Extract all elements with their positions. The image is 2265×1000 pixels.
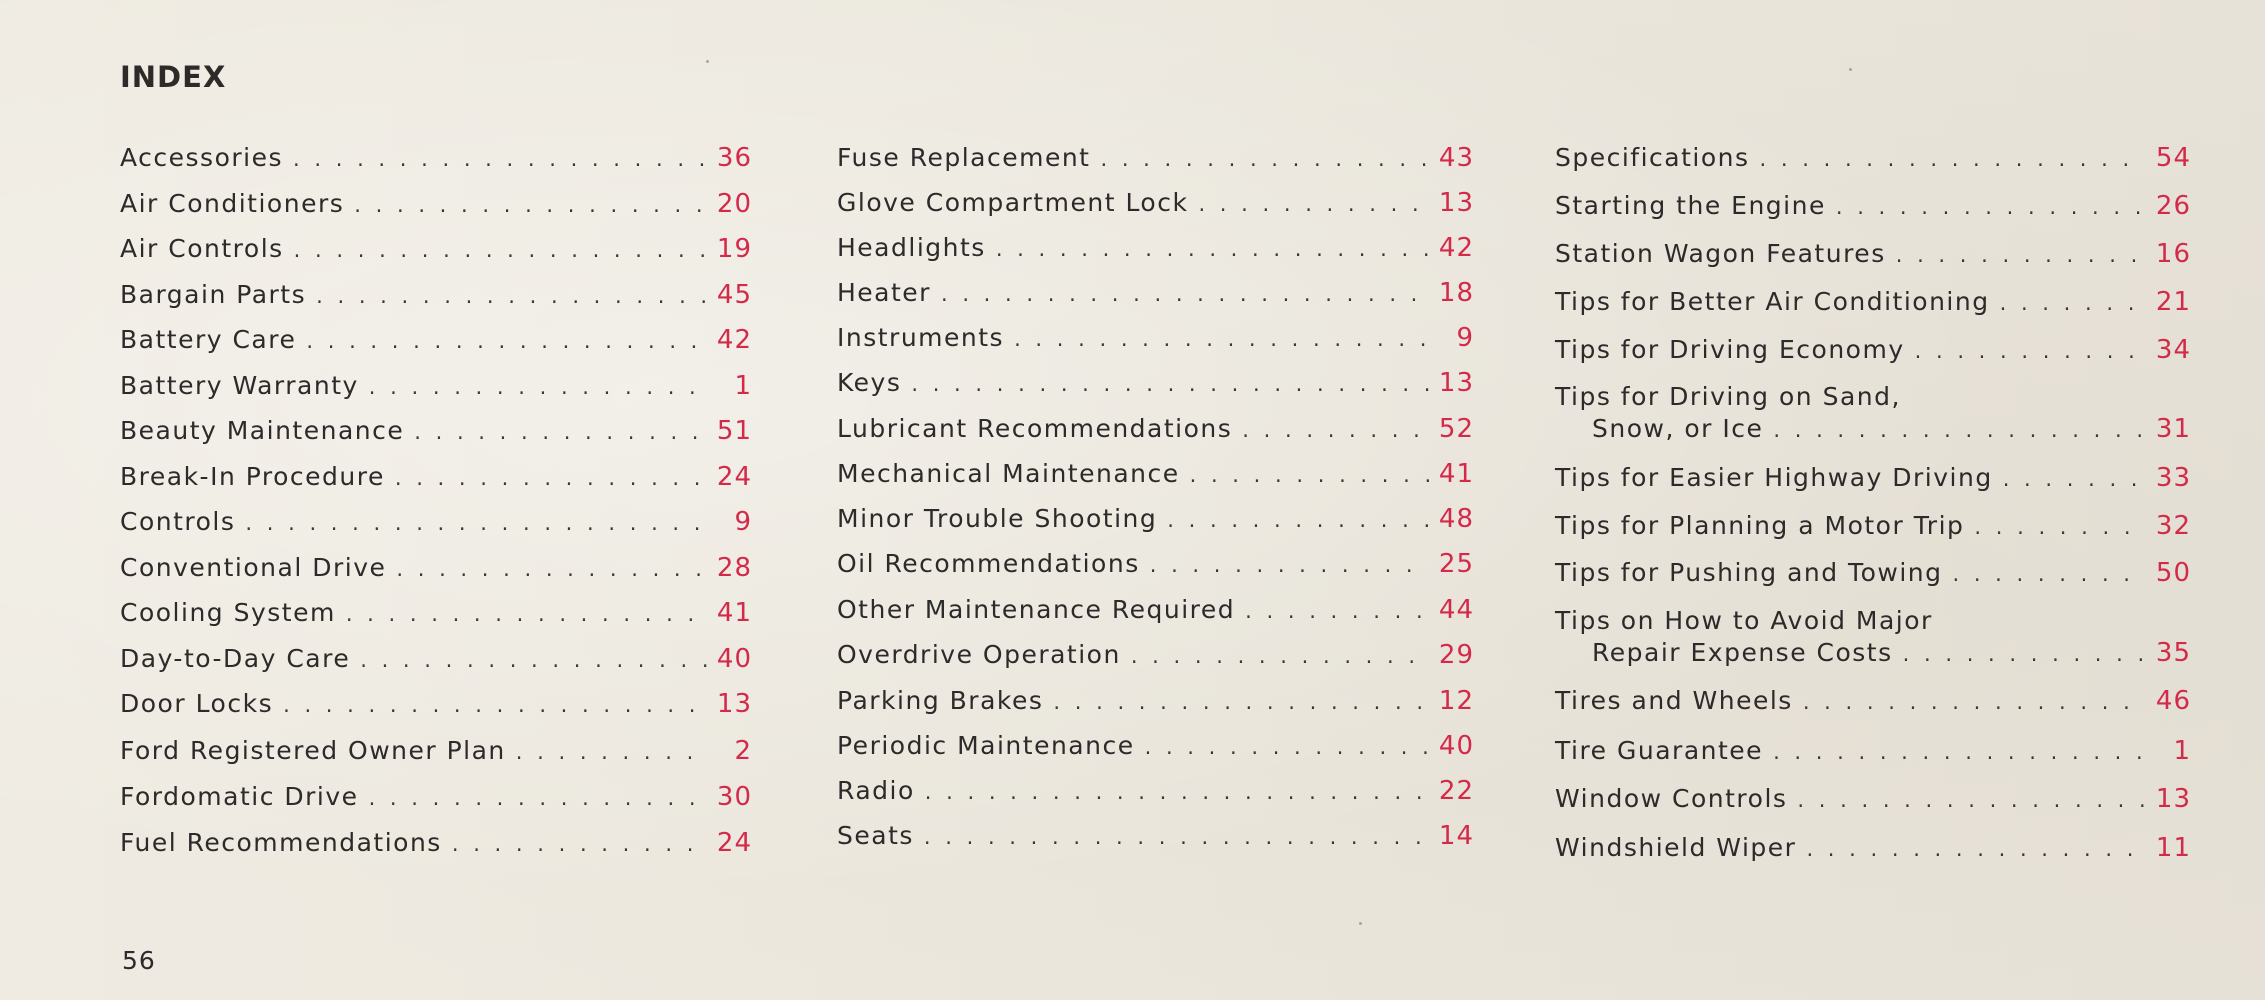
index-entry-line — [120, 142, 752, 174]
index-entry-page-number: 11 — [2155, 833, 2191, 863]
dot-leader — [1145, 731, 1429, 763]
dot-leader — [306, 325, 707, 357]
index-entry-label: Windshield Wiper — [1555, 833, 1797, 862]
index-entry — [837, 730, 1474, 762]
dot-leader — [1100, 143, 1428, 175]
index-entry-page-number: 21 — [2155, 287, 2191, 317]
index-entry — [1555, 286, 2191, 318]
index-entry-line — [120, 188, 752, 220]
index-entry-line — [1555, 637, 2191, 669]
index-entry-page-number: 14 — [1438, 821, 1474, 851]
index-entry — [837, 775, 1474, 807]
index-entry-label: Tires and Wheels — [1555, 686, 1793, 715]
index-entry-page-number: 41 — [716, 598, 752, 628]
dot-leader — [1198, 188, 1428, 220]
index-entry-line — [1555, 413, 2191, 445]
index-entry — [837, 639, 1474, 671]
index-entry-label: Station Wagon Features — [1555, 239, 1886, 268]
index-entry-page-number: 2 — [734, 736, 752, 766]
dot-leader — [1806, 833, 2145, 865]
index-entry-label: Tips for Driving Economy — [1555, 335, 1905, 364]
index-entry-page-number: 52 — [1438, 414, 1474, 444]
index-entry-label: Lubricant Recommendations — [837, 414, 1233, 443]
index-entry — [837, 142, 1474, 174]
dot-leader — [924, 821, 1429, 853]
index-entry-line — [837, 187, 1474, 219]
index-entry-label: Bargain Parts — [120, 280, 307, 309]
index-entry — [837, 187, 1474, 219]
index-entry-label: Conventional Drive — [120, 553, 387, 582]
dot-leader — [1760, 143, 2146, 175]
index-entry-line — [120, 415, 752, 447]
index-entry-line — [1555, 832, 2191, 864]
index-entry-line — [1555, 735, 2191, 767]
index-entry-page-number: 16 — [2155, 239, 2191, 269]
index-entry-label: Tips for Pushing and Towing — [1555, 558, 1943, 587]
index-entry-line — [120, 370, 752, 402]
dot-leader — [1242, 414, 1429, 446]
index-entry — [837, 458, 1474, 490]
dot-leader — [1131, 640, 1429, 672]
index-entry-page-number: 50 — [2155, 558, 2191, 588]
index-entry-line — [120, 324, 752, 356]
index-entry-label: Battery Care — [120, 325, 297, 354]
index-entry-continuation: Repair Expense Costs — [1592, 638, 1893, 667]
index-entry-page-number: 18 — [1438, 278, 1474, 308]
index-entry — [1555, 832, 2191, 864]
dot-leader — [1014, 323, 1430, 355]
index-entry-line — [1555, 557, 2191, 589]
index-entry-page-number: 54 — [2155, 143, 2191, 173]
index-entry — [120, 142, 752, 174]
index-entry-line — [120, 461, 752, 493]
index-entry-label: Tips for Driving on Sand, — [1555, 382, 1901, 411]
index-entry-page-number: 45 — [716, 280, 752, 310]
index-entry-line — [837, 503, 1474, 535]
index-entry-page-number: 48 — [1438, 504, 1474, 534]
index-entry-line — [1555, 286, 2191, 318]
index-entry — [1555, 783, 2191, 815]
index-entry-label: Headlights — [837, 233, 986, 262]
index-entry-label: Day-to-Day Care — [120, 644, 351, 673]
index-entry-label: Heater — [837, 278, 931, 307]
dot-leader — [516, 736, 708, 768]
index-entry — [1555, 462, 2191, 494]
index-entry-label: Glove Compartment Lock — [837, 188, 1189, 217]
dot-leader — [1915, 335, 2146, 367]
index-entry — [120, 233, 752, 265]
index-entry-label: Cooling System — [120, 598, 336, 627]
dot-leader — [1797, 784, 2145, 816]
index-entry-page-number: 12 — [1438, 686, 1474, 716]
paper-speck — [1849, 68, 1852, 71]
index-entry-label: Tire Guarantee — [1555, 736, 1764, 765]
index-entry-label: Instruments — [837, 323, 1005, 352]
index-entry — [1555, 557, 2191, 589]
index-entry-label: Fuse Replacement — [837, 143, 1091, 172]
dot-leader — [316, 280, 707, 312]
dot-leader — [1245, 595, 1429, 627]
index-entry-label: Tips for Planning a Motor Trip — [1555, 511, 1965, 540]
index-entry-line — [837, 775, 1474, 807]
index-entry — [837, 685, 1474, 717]
index-entry-line — [837, 322, 1474, 354]
index-entry-page-number: 31 — [2155, 414, 2191, 444]
index-entry — [120, 415, 752, 447]
index-entry-line — [120, 735, 752, 767]
index-entry-label: Minor Trouble Shooting — [837, 504, 1158, 533]
index-entry-label: Keys — [837, 368, 902, 397]
dot-leader — [1896, 239, 2146, 271]
index-entry-label: Tips for Better Air Conditioning — [1555, 287, 1990, 316]
index-entry — [1555, 685, 2191, 717]
index-entry-continuation: Snow, or Ice — [1592, 414, 1764, 443]
index-entry — [837, 322, 1474, 354]
index-entry-line — [1555, 190, 2191, 222]
index-entry-label: Fuel Recommendations — [120, 828, 442, 857]
index-entry — [1555, 238, 2191, 270]
index-entry-page-number: 40 — [1438, 731, 1474, 761]
index-entry-label: Radio — [837, 776, 915, 805]
index-entry-line — [837, 548, 1474, 580]
index-entry-page-number: 1 — [2173, 736, 2191, 766]
index-entry-line — [1555, 462, 2191, 494]
index-entry-page-number: 25 — [1438, 549, 1474, 579]
index-entry — [837, 232, 1474, 264]
index-entry — [120, 781, 752, 813]
index-entry-label: Mechanical Maintenance — [837, 459, 1180, 488]
index-entry-label: Overdrive Operation — [837, 640, 1121, 669]
index-entry-label: Seats — [837, 821, 914, 850]
index-entry — [120, 370, 752, 402]
index-entry-label: Controls — [120, 507, 236, 536]
index-entry-page-number: 9 — [734, 507, 752, 537]
index-entry-line — [120, 597, 752, 629]
index-entry — [120, 735, 752, 767]
index-entry-page-number: 41 — [1438, 459, 1474, 489]
index-entry — [1555, 190, 2191, 222]
index-entry-page-number: 32 — [2155, 511, 2191, 541]
index-entry-label: Accessories — [120, 143, 284, 172]
index-entry-line — [837, 594, 1474, 626]
index-entry-page-number: 42 — [1438, 233, 1474, 263]
index-entry-line — [1555, 238, 2191, 270]
index-entry-label: Other Maintenance Required — [837, 595, 1236, 624]
index-entry-page-number: 40 — [716, 644, 752, 674]
index-entry-line — [837, 730, 1474, 762]
index-entry-line — [837, 820, 1474, 852]
index-entry-page-number: 13 — [716, 689, 752, 719]
dot-leader — [1836, 191, 2146, 223]
index-entry-line — [120, 506, 752, 538]
dot-leader — [2003, 463, 2146, 495]
dot-leader — [1167, 504, 1429, 536]
index-entry-label: Air Conditioners — [120, 189, 345, 218]
dot-leader — [1773, 414, 2146, 446]
index-entry-label: Specifications — [1555, 143, 1750, 172]
index-entry-label: Fordomatic Drive — [120, 782, 359, 811]
index-entry-page-number: 24 — [716, 828, 752, 858]
index-entry-page-number: 33 — [2155, 463, 2191, 493]
index-entry-page-number: 44 — [1438, 595, 1474, 625]
index-entry — [120, 324, 752, 356]
index-entry-label: Break-In Procedure — [120, 462, 385, 491]
dot-leader — [1903, 638, 2146, 670]
dot-leader — [1773, 736, 2147, 768]
index-entry-label: Oil Recommendations — [837, 549, 1140, 578]
index-entry-label: Battery Warranty — [120, 371, 359, 400]
index-entry — [120, 188, 752, 220]
dot-leader — [354, 189, 707, 221]
index-entry-page-number: 46 — [2155, 686, 2191, 716]
index-entry — [837, 594, 1474, 626]
page-title: INDEX — [120, 60, 227, 94]
index-entry — [1555, 735, 2191, 767]
index-entry — [1555, 510, 2191, 542]
index-entry-page-number: 9 — [1456, 323, 1474, 353]
index-entry-page-number: 36 — [716, 143, 752, 173]
paper-speck — [706, 60, 709, 63]
index-entry-line — [120, 827, 752, 859]
index-entry-label: Door Locks — [120, 689, 274, 718]
index-entry-line — [837, 142, 1474, 174]
index-entry-page-number: 13 — [1438, 188, 1474, 218]
dot-leader — [2000, 287, 2146, 319]
index-entry-line — [837, 458, 1474, 490]
dot-leader — [283, 689, 707, 721]
index-entry-page-number: 24 — [716, 462, 752, 492]
index-entry-label: Tips for Easier Highway Driving — [1555, 463, 1993, 492]
index-entry — [120, 279, 752, 311]
index-entry — [837, 820, 1474, 852]
index-entry-line — [837, 367, 1474, 399]
index-entry-line — [1555, 334, 2191, 366]
dot-leader — [1803, 686, 2146, 718]
index-entry-line — [1555, 510, 2191, 542]
index-entry — [1555, 605, 2191, 669]
index-entry-line — [120, 643, 752, 675]
index-entry — [1555, 334, 2191, 366]
index-entry-label: Tips on How to Avoid Major — [1555, 606, 1933, 635]
index-entry-line — [120, 233, 752, 265]
index-entry-line — [1555, 685, 2191, 717]
index-entry — [1555, 142, 2191, 174]
index-entry-line — [837, 413, 1474, 445]
index-entry — [120, 552, 752, 584]
index-entry-line — [120, 688, 752, 720]
index-entry-page-number: 26 — [2155, 191, 2191, 221]
index-entry — [837, 367, 1474, 399]
index-entry-page-number: 29 — [1438, 640, 1474, 670]
dot-leader — [1974, 511, 2146, 543]
index-entry-page-number: 30 — [716, 782, 752, 812]
index-entry-label: Window Controls — [1555, 784, 1788, 813]
index-entry — [120, 643, 752, 675]
index-entry-line — [120, 781, 752, 813]
index-entry-label: Air Controls — [120, 234, 284, 263]
index-entry-page-number: 22 — [1438, 776, 1474, 806]
index-entry-page-number: 13 — [2155, 784, 2191, 814]
index-entry — [120, 461, 752, 493]
index-entry-line — [837, 639, 1474, 671]
index-entry-page-number: 43 — [1438, 143, 1474, 173]
index-entry — [837, 277, 1474, 309]
dot-leader — [1190, 459, 1429, 491]
index-entry — [837, 548, 1474, 580]
dot-leader — [395, 462, 707, 494]
dot-leader — [396, 553, 707, 585]
dot-leader — [1053, 686, 1429, 718]
index-entry-line — [1555, 783, 2191, 815]
dot-leader — [1952, 558, 2145, 590]
index-entry-label: Parking Brakes — [837, 686, 1044, 715]
index-entry — [120, 597, 752, 629]
index-entry-line — [837, 277, 1474, 309]
index-entry — [120, 688, 752, 720]
index-entry — [120, 827, 752, 859]
index-entry-line — [837, 232, 1474, 264]
dot-leader — [911, 368, 1429, 400]
dot-leader — [452, 828, 707, 860]
dot-leader — [941, 278, 1429, 310]
index-entry-line — [1555, 142, 2191, 174]
index-entry — [837, 503, 1474, 535]
index-entry-page-number: 35 — [2155, 638, 2191, 668]
index-entry-label: Periodic Maintenance — [837, 731, 1135, 760]
index-entry-page-number: 51 — [716, 416, 752, 446]
index-entry-label: Starting the Engine — [1555, 191, 1826, 220]
dot-leader — [346, 598, 707, 630]
dot-leader — [996, 233, 1429, 265]
index-entry-line — [120, 552, 752, 584]
dot-leader — [245, 507, 708, 539]
page-number-footer: 56 — [122, 946, 156, 975]
dot-leader — [293, 143, 707, 175]
dot-leader — [925, 776, 1429, 808]
index-entry-line — [120, 279, 752, 311]
index-entry — [120, 506, 752, 538]
index-entry-page-number: 28 — [716, 553, 752, 583]
dot-leader — [369, 371, 708, 403]
dot-leader — [369, 782, 707, 814]
index-entry-page-number: 1 — [734, 371, 752, 401]
index-entry-label: Beauty Maintenance — [120, 416, 405, 445]
index-entry — [1555, 381, 2191, 445]
index-entry-page-number: 42 — [716, 325, 752, 355]
paper-speck — [1359, 922, 1362, 925]
index-entry — [837, 413, 1474, 445]
dot-leader — [414, 416, 707, 448]
index-entry-label: Ford Registered Owner Plan — [120, 736, 506, 765]
dot-leader — [1150, 549, 1429, 581]
index-entry-page-number: 34 — [2155, 335, 2191, 365]
index-entry-line — [837, 685, 1474, 717]
index-entry-page-number: 13 — [1438, 368, 1474, 398]
index-entry-page-number: 19 — [716, 234, 752, 264]
dot-leader — [294, 234, 707, 266]
dot-leader — [360, 644, 707, 676]
index-entry-page-number: 20 — [716, 189, 752, 219]
